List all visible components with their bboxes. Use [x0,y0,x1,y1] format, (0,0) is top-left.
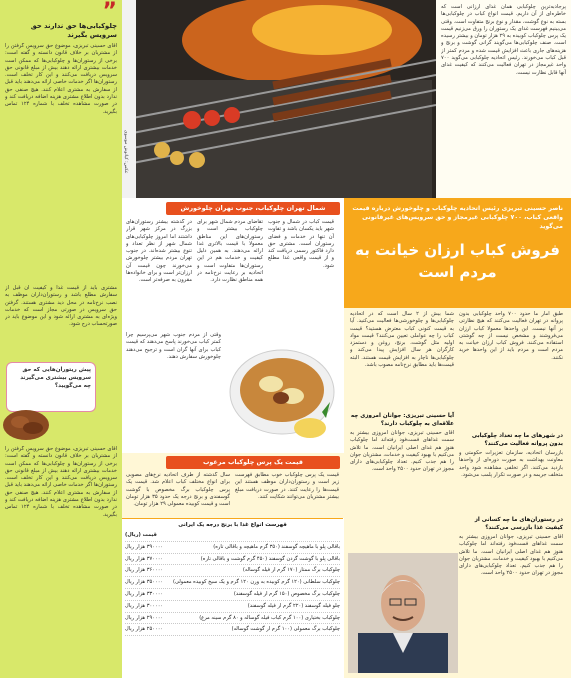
interview-body-2: آقای حسینی تبریزی، جوانان امروزی بیشتر به سمت غذاهای فست‌فود رفته‌اند اما چلوکباب هنوز هم غذای اصلی ایرانیان است. ما تلاش می‌کنیم با بهبود کیفیت و خدمات، مشتریان جوان را هم جذب کنیم. تعداد چلوکبابی‌های دارای مجوز در تهران حدود ۲۵۰۰ واحد است. [350,430,454,473]
intro-body-text: پرجاذبه‌ترین چلوکبابی همان غذای ارزانی است که خاطره‌ای از آن داریم. قیمت انواع کباب در چلوکبابی‌ها بسته به نوع گوشت، مقدار و نوع برنج متفاوت است. وقتی می‌بینیم فهرست غذای یک رستوران را ورق می‌زنیم قیمت یک پرس چلوکباب کوبیده به ۲۹ هزار تومان و بیشتر رسیده است. صنف چلوکبابی‌ها می‌گویند گرانی گوشت و برنج و هزینه‌های جاری باعث افزایش قیمت شده و مردم کمتر از قبل کباب می‌خورند. رئیس اتحادیه چلوکبابی می‌گوید ۷۰۰ واحد غیرمجاز در تهران فعالیت می‌کنند که کیفیت غذای آنها قابل نظارت نیست. [441,4,566,76]
price-section [122,453,344,518]
north-south-title-bar: شمال تهران چلوکباب، جنوب تهران چلوخورش [166,202,340,215]
row-item: باقالی پلو با ماهیچه گوسفند (۳۵۰ گرم ماهیچه و باقالی تازه) [213,543,340,550]
price-table-title: فهرست انواع غذا با برنج درجه یک ایرانی [178,522,287,528]
row-price: ۳۳۰۰۰۰ هزار ریال [125,590,164,597]
meat-slices-image [2,408,50,442]
article-headline: فروش کباب ارزان خیانت به مردم است [355,241,560,281]
row-price: ۳۷۰۰۰۰ هزار ریال [125,555,164,562]
table-row [125,542,340,554]
price-table-header [125,530,340,542]
middle-col-a: در گذشته بیشتر رستوران‌های بزرگ در مرکز شهر قرار داشتند اما امروز چلوکبابی‌های شمال شهر از نظر تعداد و تنوع بیشتر شده‌اند. در جنوب تهران مردم بیشتر چلوخورش می‌خورند چون قیمت آن ارزان‌تر است و برای خانواده‌ها مقرون به صرفه‌تر است. [126,219,192,284]
row-item: چلو فیله گوسفند (۲۲۰ گرم از فیله گوسفند) [247,602,340,609]
headline-box [344,198,571,308]
interview-body-1: شما بیش از ۲ سال است که در اتحادیه چلوکبابی‌ها و چلوخورشی‌ها فعالیت می‌کنید. آیا به قیمت کنونی کباب معترض هستید؟ قیمت کباب را چه عواملی تعیین می‌کنند؟ قیمت مواد اولیه مثل گوشت، برنج، روغن و دستمزد کارگران هر سال افزایش پیدا می‌کند و چلوکبابی‌ها ناچار به افزایش قیمت هستند. البته قیمت‌ها باید مطابق نرخ‌نامه مصوب باشد. [350,311,454,369]
interviewee-portrait [348,553,458,673]
sidebar-body-text-2: مشتری باید از قیمت غذا و کیفیت آن قبل از سفارش مطلع باشد و رستوران‌داران موظف به نصب نرخ‌نامه در محل دید مشتری هستند. گرفتن حق سرویس در صورتی مجاز است که خدمات ویژه‌ای به مشتری ارائه شود و این موضوع باید در صورتحساب درج شود. [5,285,117,328]
north-south-section [122,198,344,453]
row-item: چلوکباب برگ ممتاز (۱۷۰ گرم از فیله گوساله) [242,567,340,574]
row-item: باقالی پلو با گوشت گردن گوسفند (۴۵۰ گرم گوشت و باقالی تازه) [200,555,340,562]
interview-body-5: آقای حسینی تبریزی، جوانان امروزی بیشتر به سمت غذاهای فست‌فود رفته‌اند اما چلوکباب هنوز هم غذای اصلی ایرانیان است. ما تلاش می‌کنیم با بهبود کیفیت و خدمات، مشتریان جوان را هم جذب کنیم. تعداد چلوکبابی‌های دارای مجوز در تهران حدود ۲۵۰۰ واحد است. [459,534,563,577]
table-row [125,589,340,601]
kebab-grill-photo [122,0,436,198]
quote-mark-icon: ” [102,0,117,24]
sidebar-body-text-3: آقای حسینی تبریزی، موضوع حق سرویس گرفتن را از مشتریان بر خلاف قانون دانسته و گفته است: برخی از رستوران‌ها و چلوکبابی‌ها که ممکن است خدمات بیشتری ارائه دهند بیش از مبلغ قانونی حق سرویس دریافت می‌کنند و این کار تخلف است. رستوران‌ها اگر خدمات خاصی ارائه می‌دهند باید قبل از سفارش به مشتری اعلام کنند. هیچ صنفی حق ندارد بدون اطلاع مشتری هزینه اضافه دریافت کند و در صورت مشاهده تخلف با شماره ۱۲۴ تماس بگیرید. [5,446,117,518]
sidebar-title: چلوکبابی‌ها حق ندارند حق سرویس بگیرند [30,22,117,39]
row-price: ۳۰۰۰۰۰ هزار ریال [125,602,164,609]
kebab-plate-photo [226,332,338,450]
row-price: ۳۵۰۰۰۰ هزار ریال [125,579,164,586]
table-row [125,613,340,625]
price-table [122,518,343,678]
left-sidebar-column [0,0,122,678]
price-text-a: سال گذشته از طرف اتحادیه نرخ‌های مصوبی برای انواع مختلف کباب اعلام شد. قیمت یک پرس چلوکباب برگ مخصوص با گوشت گوسفندی و برنج درجه یک حدود ۳۵ هزار تومان است و قیمت کوبیده معمولی ۲۹ هزار تومان. [126,472,230,508]
row-item: چلوکباب سلطانی (۱۲۰ گرم کوبیده به وزن ۱۲۰ گرم و یک سیخ کوبیده معمولی) [173,579,340,586]
row-price: ۲۹۰۰۰۰ هزار ریال [125,614,164,621]
row-price: ۳۶۰۰۰۰ هزار ریال [125,567,164,574]
table-row [125,577,340,589]
intro-text-column [436,0,571,198]
sidebar-callout-box [6,362,96,412]
row-price: ۲۵۰۰۰۰ هزار ریال [125,626,164,633]
table-row [125,565,340,577]
interview-body-3: طبق آمار ما حدود ۷۰۰ واحد چلوکبابی بدون پروانه در تهران فعالیت می‌کنند که هیچ نظارتی بر آنها نیست. این واحدها معمولا کباب ارزان می‌فروشند و مشخص نیست از چه گوشتی استفاده می‌کنند. فروش کباب ارزان خیانت به مردم است و مردم باید از این واحدها خرید نکنند. [459,311,563,361]
interview-column [344,308,571,678]
interview-body-4: بازرسان اتحادیه، سازمان تعزیرات حکومتی و معاونت بهداشت به صورت دوره‌ای از واحدها بازدید می‌کنند. اگر تخلفی مشاهده شود واحد متخلف جریمه و در صورت تکرار پلمب می‌شود. [459,450,563,478]
middle-col-d: وقتی از مردم جنوب شهر می‌پرسیم چرا کمتر کباب می‌خورند پاسخ می‌دهند که قیمت کباب برای آنها گران است و ترجیح می‌دهند چلوخورش سفارش دهند. [126,332,221,360]
price-text-b: قیمت یک پرس چلوکباب خوب مطابق فهرست زیر است و رستوران‌داران موظف هستند این قیمت‌ها را رعایت کنند. در صورت دریافت مبلغ بیشتر مشتریان می‌توانند شکایت کنند. [235,472,339,500]
row-price: ۳۹۰۰۰۰ هزار ریال [125,543,164,550]
row-item: چلوکباب برگ مخصوص (۱۵۰ گرم از فیله گوسفند) [233,590,340,597]
table-row [125,624,340,636]
interview-question-1: آیا حسینی تبریزی: جوانان امروزی چه علاقه‌ای به چلوکباب دارند؟ [350,413,454,427]
price-table-header-price: قیمت (ریال) [125,532,157,538]
sidebar-callout-text: پیش ریتوران‌هایی که حق سرویس بیشتری می‌گیرند چه می‌گویید؟ [20,367,91,389]
interview-question-2: در شهرهای ما چه تعداد چلوکبابی بدون پروانه فعالیت می‌کنند؟ [471,433,563,447]
table-row [125,601,340,613]
article-subhead: ناصر حسینی تبریزی رئیس اتحادیه چلوکباب و چلوخورش درباره قیمت واقعی کباب، ۷۰۰ چلوکبابی غیرمجاز و حق سرویس‌های غیرقانونی می‌گوید [352,205,563,230]
table-row [125,554,340,566]
photo-credit: عکس: کیانوش موسوی [123,130,128,174]
sidebar-body-text-1: آقای حسینی تبریزی، موضوع حق سرویس گرفتن را از مشتریان بر خلاف قانون دانسته و گفته است: برخی از رستوران‌ها و چلوکبابی‌ها که ممکن است خدمات بیشتری ارائه دهند بیش از مبلغ قانونی حق سرویس دریافت می‌کنند و این کار تخلف است. رستوران‌ها اگر خدمات خاصی ارائه می‌دهند باید قبل از سفارش به مشتری اعلام کنند. هیچ صنفی حق ندارد بدون اطلاع مشتری هزینه اضافه دریافت کند و در صورت مشاهده تخلف با شماره ۱۲۴ تماس بگیرید. [5,43,117,115]
row-item: چلوکباب بختیاری (۱۰۰ گرم کباب فیله گوساله و ۸۰ گرم سینه مرغ) [199,614,340,621]
grill-photo-illustration [122,0,436,198]
middle-col-b: تقاضای مردم شمال شهر برای چلوکباب بیشتر است و رستوران‌های این مناطق معمولا با قیمت بالاتری غذا ارائه می‌دهند. به همین دلیل کیفیت و خدمات هم در این رستوران‌ها متفاوت است و اتحادیه بر رعایت نرخ‌نامه در همه مناطق نظارت دارد. [197,219,263,284]
interview-question-3: در رستوران‌های ما چه کسانی از کیفیت غذا بازرسی می‌کنند؟ [474,517,563,531]
row-item: چلوکباب برگ معمولی (۱۰۰ گرم از گوشت گوساله) [231,626,340,633]
price-title-bar: قیمت یک پرس چلوکباب مرغوب [166,456,340,469]
middle-col-c: قیمت کباب در شمال و جنوب شهر باید یکسان باشد و تفاوت آن تنها در خدمات و فضای رستوران است. مشتری حق دارد فاکتور رسمی دریافت کند و از قیمت واقعی غذا مطلع شود. [268,219,334,269]
